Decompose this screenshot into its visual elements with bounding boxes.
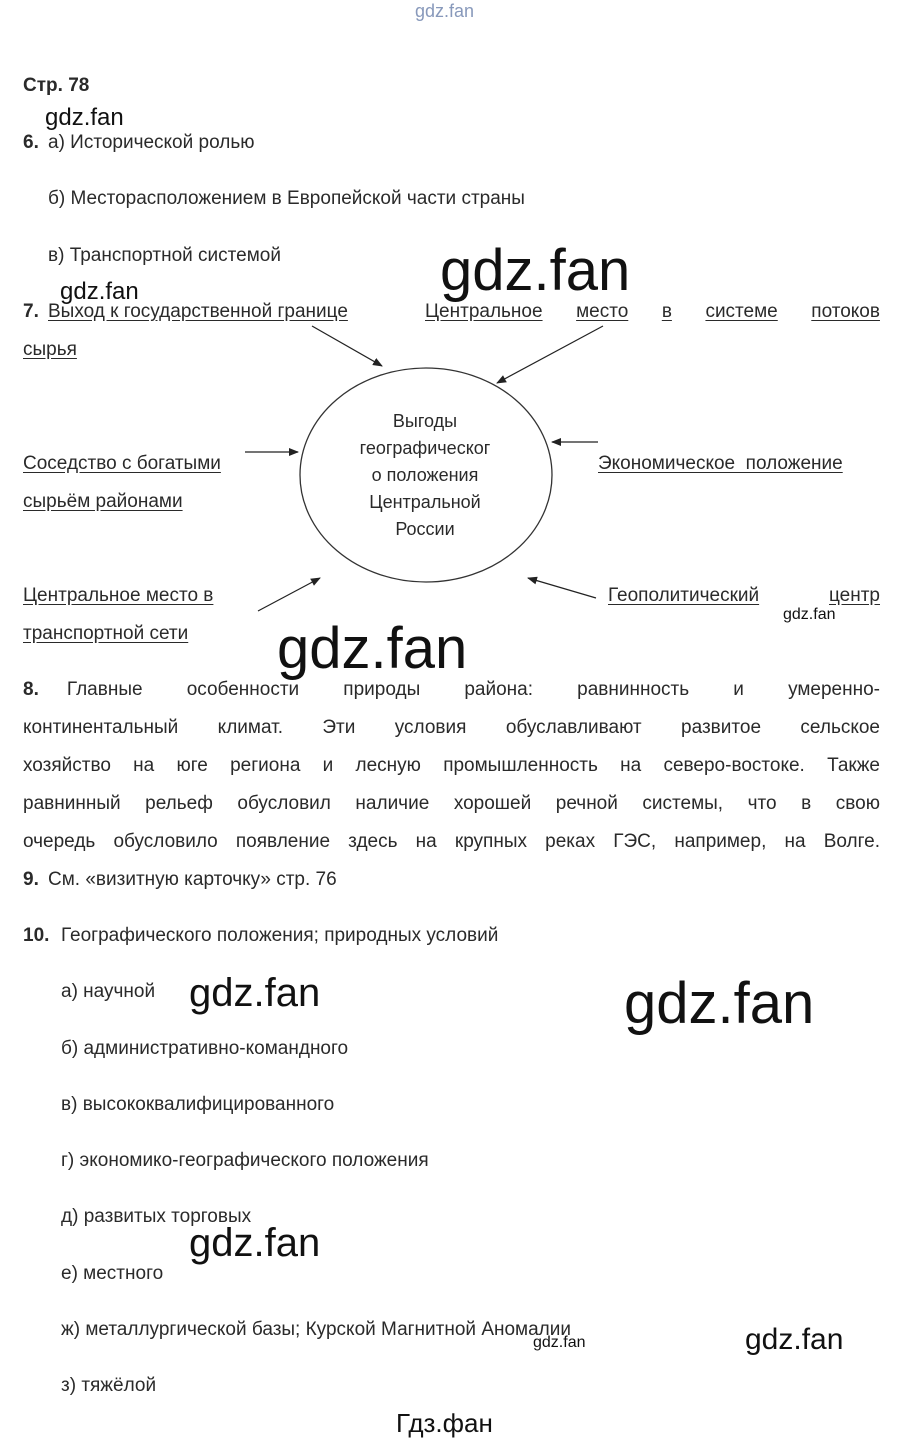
- q7-bottom-right-label: [608, 585, 880, 607]
- watermark: gdz.fan: [624, 971, 815, 1036]
- arrow: [497, 326, 603, 383]
- watermark-bottom: Гдз.фан: [396, 1408, 493, 1438]
- q8-line-5: очередь обусловило появление здесь на крупных реках ГЭС, например, на Волге.: [23, 831, 880, 852]
- q8-line-4: равнинный рельеф обусловил наличие хорошей речной системы, что в свою: [23, 793, 880, 814]
- q10-item: г) экономико-географического положения: [61, 1150, 429, 1171]
- word: потоков: [811, 301, 880, 322]
- q8-number: 8.: [23, 679, 39, 700]
- q8-line-2: континентальный климат. Эти условия обуславливают развитое сельское: [23, 717, 880, 738]
- watermark: gdz.fan: [189, 1221, 321, 1265]
- q8-line-3: хозяйство на юге региона и лесную промышленность на северо-востоке. Также: [23, 755, 880, 776]
- q10-text: Географического положения; природных условий: [61, 925, 499, 946]
- watermark-top: gdz.fan: [415, 1, 475, 21]
- center-line: Выгоды: [392, 411, 458, 431]
- q10-item: з) тяжёлой: [61, 1375, 157, 1396]
- watermark: gdz.fan: [189, 971, 321, 1015]
- center-line: России: [395, 519, 455, 539]
- center-line: о положения: [371, 465, 479, 485]
- q7-mid-right-label: Экономическое положение: [598, 453, 843, 474]
- q7-number: 7.: [23, 301, 39, 322]
- q10-item: в) высококвалифицированного: [61, 1094, 335, 1115]
- q6-answer-c: в) Транспортной системой: [48, 245, 281, 266]
- q7-bottom-left-label-cont: транспортной сети: [23, 623, 189, 644]
- q9-text: См. «визитную карточку» стр. 76: [48, 869, 337, 890]
- q9-number: 9.: [23, 869, 39, 890]
- q7-center-text: [325, 408, 525, 543]
- center-line: географическог: [359, 438, 491, 458]
- word: Геополитический: [608, 585, 760, 606]
- q7-mid-left-label-cont: сырьём районами: [23, 491, 183, 512]
- q7-top-left-label: Выход к государственной границе: [48, 301, 348, 322]
- watermark: gdz.fan: [45, 104, 124, 131]
- watermark: gdz.fan: [533, 1334, 586, 1351]
- q6-answer-a: а) Исторической ролью: [48, 132, 255, 153]
- arrow: [528, 578, 596, 598]
- word: центр: [829, 585, 880, 606]
- q6-number: 6.: [23, 132, 39, 153]
- q7-bottom-left-label: Центральное место в: [23, 585, 214, 606]
- word: место: [576, 301, 629, 322]
- word: системе: [705, 301, 778, 322]
- arrow: [312, 326, 382, 366]
- q10-item: е) местного: [61, 1263, 164, 1284]
- page-header: Стр. 78: [23, 75, 90, 96]
- q10-item: а) научной: [61, 981, 156, 1002]
- word: Центральное: [425, 301, 543, 322]
- center-line: Центральной: [369, 492, 481, 512]
- watermark: gdz.fan: [783, 606, 836, 623]
- q10-number: 10.: [23, 925, 50, 946]
- q8-line-1: [23, 679, 880, 701]
- q6-answer-b: б) Месторасположением в Европейской части страны: [48, 188, 525, 209]
- q7-top-right-label-cont: сырья: [23, 339, 77, 360]
- arrow: [258, 578, 320, 611]
- q8-text: Главные особенности природы района: равнинность и умеренно-: [66, 679, 880, 700]
- q10-item: д) развитых торговых: [61, 1206, 252, 1227]
- watermark: gdz.fan: [277, 616, 468, 681]
- word: в: [661, 301, 672, 322]
- watermark: gdz.fan: [440, 238, 631, 303]
- watermark: gdz.fan: [60, 278, 139, 305]
- q7-mid-left-label: Соседство с богатыми: [23, 453, 221, 474]
- q10-item: б) административно-командного: [61, 1038, 349, 1059]
- q10-item: ж) металлургической базы; Курской Магнитной Аномалии: [61, 1319, 571, 1340]
- watermark: gdz.fan: [745, 1323, 844, 1356]
